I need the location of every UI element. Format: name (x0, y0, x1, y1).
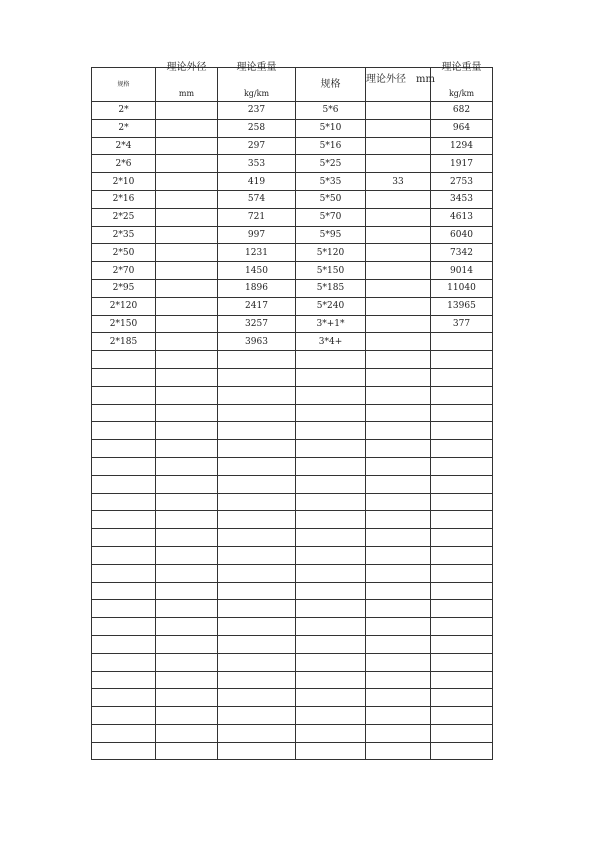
empty-cell (431, 493, 493, 511)
empty-cell (156, 671, 218, 689)
empty-cell (366, 386, 431, 404)
empty-cell (156, 475, 218, 493)
table-cell-spec1: 2*6 (92, 155, 156, 173)
table-cell-spec1: 2*25 (92, 208, 156, 226)
empty-cell (366, 689, 431, 707)
table-cell-wt1: 3257 (218, 315, 296, 333)
table-cell-spec1: 2*70 (92, 262, 156, 280)
empty-cell (156, 635, 218, 653)
table-cell-od1 (156, 244, 218, 262)
table-cell-wt2: 13965 (431, 297, 493, 315)
empty-cell (218, 404, 296, 422)
table-cell-od2 (366, 102, 431, 120)
table-row (92, 297, 493, 315)
header-od-2: 理论外径 mm (366, 68, 431, 102)
table-cell-od1 (156, 102, 218, 120)
empty-table-row (92, 529, 493, 547)
empty-cell (296, 707, 366, 725)
empty-cell (366, 493, 431, 511)
empty-cell (296, 511, 366, 529)
table-cell-spec2: 3*+1* (296, 315, 366, 333)
empty-cell (92, 582, 156, 600)
empty-cell (366, 457, 431, 475)
table-cell-spec1: 2*150 (92, 315, 156, 333)
empty-cell (156, 386, 218, 404)
empty-cell (431, 707, 493, 725)
table-row (92, 102, 493, 120)
table-cell-od2 (366, 208, 431, 226)
table-row (92, 262, 493, 280)
empty-cell (431, 386, 493, 404)
empty-cell (296, 440, 366, 458)
table-cell-spec2: 5*6 (296, 102, 366, 120)
empty-cell (296, 635, 366, 653)
empty-cell (431, 351, 493, 369)
empty-cell (366, 564, 431, 582)
empty-cell (92, 546, 156, 564)
table-row (92, 244, 493, 262)
empty-cell (218, 386, 296, 404)
empty-cell (92, 600, 156, 618)
empty-table-row (92, 475, 493, 493)
header-weight-2: 理论重量 kg/km (431, 68, 493, 102)
empty-cell (296, 422, 366, 440)
empty-cell (156, 511, 218, 529)
header-spec-1: 规格 (92, 68, 156, 102)
table-row (92, 315, 493, 333)
empty-cell (92, 493, 156, 511)
empty-cell (218, 351, 296, 369)
empty-cell (431, 475, 493, 493)
table-cell-spec2: 5*95 (296, 226, 366, 244)
table-row (92, 137, 493, 155)
empty-table-row (92, 671, 493, 689)
empty-cell (92, 368, 156, 386)
empty-cell (218, 457, 296, 475)
empty-cell (92, 404, 156, 422)
empty-cell (366, 546, 431, 564)
table-row (92, 226, 493, 244)
empty-cell (296, 564, 366, 582)
table-cell-spec2: 3*4+ (296, 333, 366, 351)
empty-table-row (92, 653, 493, 671)
empty-cell (156, 582, 218, 600)
empty-table-row (92, 457, 493, 475)
empty-cell (431, 582, 493, 600)
empty-table-row (92, 600, 493, 618)
table-cell-od2 (366, 279, 431, 297)
empty-cell (218, 653, 296, 671)
empty-table-row (92, 351, 493, 369)
empty-cell (296, 386, 366, 404)
empty-cell (218, 493, 296, 511)
table-cell-wt1: 3963 (218, 333, 296, 351)
empty-cell (431, 440, 493, 458)
table-cell-od1 (156, 297, 218, 315)
table-cell-wt1: 237 (218, 102, 296, 120)
table-cell-od2 (366, 297, 431, 315)
empty-cell (218, 368, 296, 386)
empty-cell (366, 440, 431, 458)
table-cell-spec1: 2* (92, 119, 156, 137)
empty-cell (366, 511, 431, 529)
empty-table-row (92, 422, 493, 440)
table-row (92, 119, 493, 137)
table-row (92, 208, 493, 226)
table-cell-od1 (156, 279, 218, 297)
empty-cell (366, 529, 431, 547)
empty-cell (296, 368, 366, 386)
table-cell-wt1: 258 (218, 119, 296, 137)
empty-table-row (92, 618, 493, 636)
table-cell-wt2: 6040 (431, 226, 493, 244)
table-cell-od1 (156, 262, 218, 280)
empty-cell (92, 457, 156, 475)
empty-cell (431, 511, 493, 529)
empty-cell (296, 404, 366, 422)
empty-cell (218, 707, 296, 725)
empty-table-row (92, 635, 493, 653)
empty-cell (296, 475, 366, 493)
table-cell-wt1: 353 (218, 155, 296, 173)
empty-cell (296, 493, 366, 511)
table-cell-od1 (156, 333, 218, 351)
table-cell-wt2: 682 (431, 102, 493, 120)
empty-table-row (92, 707, 493, 725)
table-cell-wt2: 377 (431, 315, 493, 333)
empty-cell (431, 546, 493, 564)
empty-cell (431, 529, 493, 547)
table-cell-spec1: 2*95 (92, 279, 156, 297)
empty-cell (218, 564, 296, 582)
header-od-1: 理论外径 mm (156, 68, 218, 102)
table-row (92, 333, 493, 351)
table-cell-wt1: 1896 (218, 279, 296, 297)
empty-cell (218, 529, 296, 547)
empty-cell (156, 368, 218, 386)
empty-cell (156, 618, 218, 636)
empty-table-row (92, 742, 493, 760)
empty-cell (296, 742, 366, 760)
header-spec-2: 规格 (296, 68, 366, 102)
empty-cell (156, 707, 218, 725)
empty-cell (431, 689, 493, 707)
table-cell-wt1: 2417 (218, 297, 296, 315)
empty-cell (218, 689, 296, 707)
table-cell-wt2: 4613 (431, 208, 493, 226)
table-cell-od2 (366, 155, 431, 173)
empty-cell (156, 724, 218, 742)
empty-table-row (92, 724, 493, 742)
table-cell-wt2: 1917 (431, 155, 493, 173)
empty-cell (92, 742, 156, 760)
empty-cell (156, 546, 218, 564)
table-cell-spec1: 2*16 (92, 190, 156, 208)
empty-cell (296, 689, 366, 707)
empty-cell (156, 742, 218, 760)
table-row (92, 279, 493, 297)
empty-cell (431, 653, 493, 671)
table-cell-od1 (156, 315, 218, 333)
table-cell-spec2: 5*50 (296, 190, 366, 208)
table-cell-spec2: 5*16 (296, 137, 366, 155)
empty-cell (431, 564, 493, 582)
empty-cell (218, 422, 296, 440)
empty-cell (156, 493, 218, 511)
empty-cell (296, 724, 366, 742)
empty-cell (296, 653, 366, 671)
table-cell-od2: 33 (366, 173, 431, 191)
empty-cell (296, 457, 366, 475)
table-cell-spec1: 2*10 (92, 173, 156, 191)
empty-cell (431, 724, 493, 742)
empty-cell (218, 671, 296, 689)
empty-cell (296, 582, 366, 600)
empty-cell (431, 600, 493, 618)
empty-cell (92, 564, 156, 582)
table-cell-wt2: 2753 (431, 173, 493, 191)
table-cell-od1 (156, 155, 218, 173)
table-cell-od2 (366, 190, 431, 208)
table-cell-spec1: 2*35 (92, 226, 156, 244)
table-cell-spec1: 2* (92, 102, 156, 120)
table-cell-od2 (366, 137, 431, 155)
empty-cell (92, 689, 156, 707)
empty-cell (156, 351, 218, 369)
empty-cell (218, 440, 296, 458)
table-cell-wt1: 297 (218, 137, 296, 155)
empty-cell (92, 386, 156, 404)
table-cell-wt2: 11040 (431, 279, 493, 297)
empty-table-row (92, 404, 493, 422)
table-cell-od2 (366, 226, 431, 244)
empty-cell (92, 529, 156, 547)
empty-cell (366, 422, 431, 440)
table-cell-spec2: 5*150 (296, 262, 366, 280)
empty-cell (366, 742, 431, 760)
empty-cell (366, 351, 431, 369)
table-cell-wt2: 964 (431, 119, 493, 137)
empty-cell (92, 707, 156, 725)
empty-cell (218, 511, 296, 529)
empty-cell (218, 635, 296, 653)
empty-cell (366, 618, 431, 636)
empty-cell (431, 457, 493, 475)
empty-cell (92, 440, 156, 458)
empty-cell (156, 404, 218, 422)
empty-cell (218, 742, 296, 760)
table-cell-spec2: 5*185 (296, 279, 366, 297)
table-cell-od1 (156, 190, 218, 208)
table-cell-spec2: 5*35 (296, 173, 366, 191)
table-cell-spec2: 5*120 (296, 244, 366, 262)
table-row (92, 155, 493, 173)
empty-cell (366, 724, 431, 742)
table-cell-od2 (366, 333, 431, 351)
empty-table-row (92, 493, 493, 511)
table-cell-wt1: 721 (218, 208, 296, 226)
empty-table-row (92, 386, 493, 404)
table-cell-od2 (366, 244, 431, 262)
empty-cell (218, 600, 296, 618)
empty-cell (296, 671, 366, 689)
table-cell-spec2: 5*25 (296, 155, 366, 173)
empty-cell (366, 671, 431, 689)
empty-table-row (92, 368, 493, 386)
table-cell-wt2: 3453 (431, 190, 493, 208)
empty-cell (218, 618, 296, 636)
table-cell-wt1: 997 (218, 226, 296, 244)
empty-cell (92, 618, 156, 636)
empty-cell (296, 600, 366, 618)
table-cell-od1 (156, 173, 218, 191)
table-cell-spec1: 2*50 (92, 244, 156, 262)
table-cell-od2 (366, 119, 431, 137)
table-cell-od2 (366, 315, 431, 333)
table-header-row (92, 68, 493, 102)
table-cell-wt2 (431, 333, 493, 351)
empty-cell (218, 475, 296, 493)
empty-table-row (92, 511, 493, 529)
empty-cell (296, 351, 366, 369)
empty-cell (218, 724, 296, 742)
empty-cell (296, 618, 366, 636)
table-cell-wt2: 7342 (431, 244, 493, 262)
empty-cell (366, 707, 431, 725)
empty-cell (366, 635, 431, 653)
empty-cell (92, 724, 156, 742)
table-cell-spec2: 5*10 (296, 119, 366, 137)
empty-cell (156, 689, 218, 707)
empty-cell (366, 368, 431, 386)
table-cell-od1 (156, 208, 218, 226)
table-cell-wt2: 1294 (431, 137, 493, 155)
empty-table-row (92, 582, 493, 600)
empty-cell (92, 511, 156, 529)
empty-cell (366, 475, 431, 493)
empty-cell (431, 404, 493, 422)
table-cell-wt1: 1450 (218, 262, 296, 280)
empty-cell (366, 653, 431, 671)
empty-cell (92, 351, 156, 369)
table-cell-wt1: 574 (218, 190, 296, 208)
empty-cell (431, 368, 493, 386)
table-cell-spec1: 2*120 (92, 297, 156, 315)
empty-cell (156, 600, 218, 618)
empty-cell (92, 635, 156, 653)
empty-cell (366, 600, 431, 618)
table-row (92, 173, 493, 191)
empty-cell (92, 422, 156, 440)
table-row (92, 190, 493, 208)
table-cell-spec1: 2*4 (92, 137, 156, 155)
empty-cell (218, 546, 296, 564)
header-weight-1: 理论重量 kg/km (218, 68, 296, 102)
empty-cell (431, 635, 493, 653)
table-cell-wt1: 1231 (218, 244, 296, 262)
empty-cell (156, 440, 218, 458)
empty-cell (156, 422, 218, 440)
table-cell-spec2: 5*240 (296, 297, 366, 315)
empty-cell (296, 529, 366, 547)
empty-table-row (92, 564, 493, 582)
empty-cell (366, 582, 431, 600)
empty-table-row (92, 546, 493, 564)
empty-table-row (92, 440, 493, 458)
empty-cell (156, 564, 218, 582)
empty-cell (156, 653, 218, 671)
empty-cell (431, 422, 493, 440)
empty-cell (431, 671, 493, 689)
table-cell-spec1: 2*185 (92, 333, 156, 351)
empty-cell (156, 457, 218, 475)
empty-cell (156, 529, 218, 547)
table-cell-wt1: 419 (218, 173, 296, 191)
empty-cell (366, 404, 431, 422)
table-cell-wt2: 9014 (431, 262, 493, 280)
cable-spec-table (91, 61, 493, 760)
empty-cell (92, 671, 156, 689)
empty-cell (92, 475, 156, 493)
table-cell-od1 (156, 119, 218, 137)
empty-table-row (92, 689, 493, 707)
table-cell-od1 (156, 226, 218, 244)
empty-cell (218, 582, 296, 600)
table-cell-od2 (366, 262, 431, 280)
empty-cell (92, 653, 156, 671)
table-cell-od1 (156, 137, 218, 155)
empty-cell (431, 618, 493, 636)
table-cell-spec2: 5*70 (296, 208, 366, 226)
empty-cell (431, 742, 493, 760)
empty-cell (296, 546, 366, 564)
